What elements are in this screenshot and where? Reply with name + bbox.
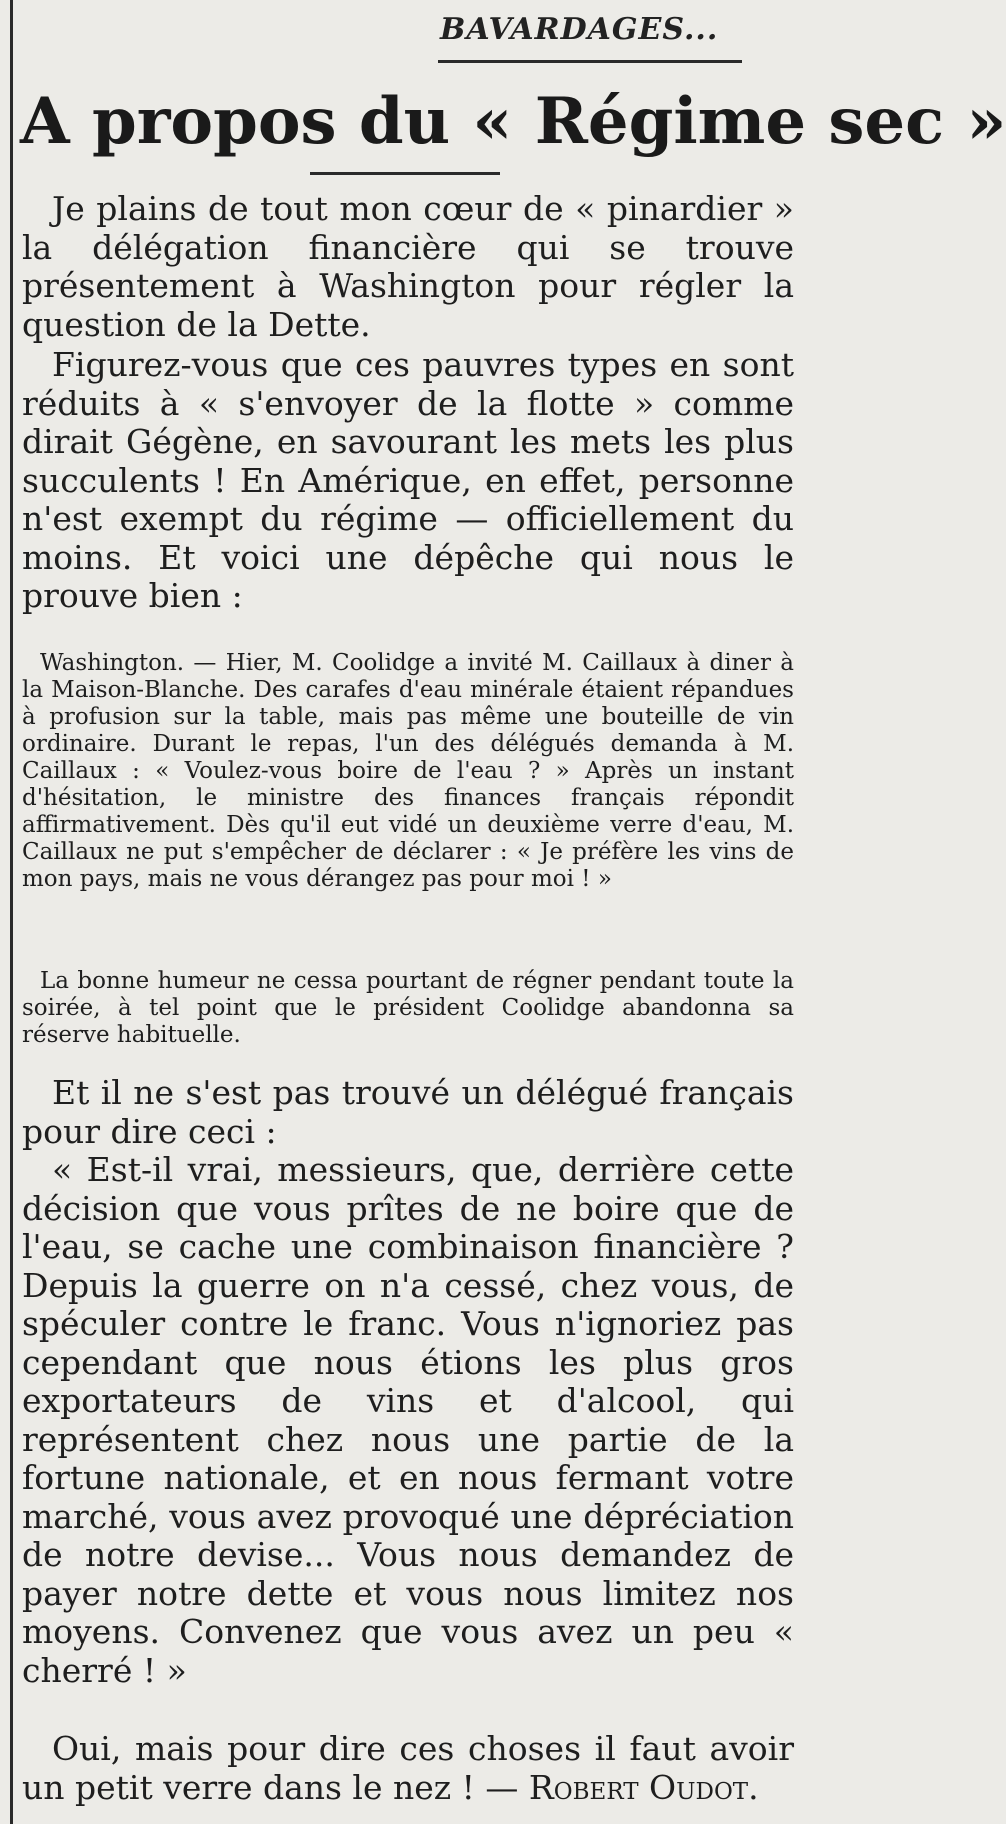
paragraph-transition-text: Et il ne s'est pas trouvé un délégué français pour dire ceci : xyxy=(22,1073,794,1151)
headline-underline xyxy=(310,172,500,175)
paragraph-context-text: Figurez-vous que ces pauvres types en sont réduits à « s'envoyer de la flotte » comme dirait Gégène, en savourant les mets les plus succulents ! En Amérique, en effet, personne n'est exempt du régime — officiellement du moins. Et voici une dépêche qui nous le prouve bien : xyxy=(22,345,794,615)
column-rule xyxy=(10,0,13,1824)
rubric: BAVARDAGES... xyxy=(440,12,719,47)
paragraph-transition xyxy=(22,1074,794,1151)
paragraph-context xyxy=(22,346,794,616)
headline: A propos du « Régime sec » xyxy=(20,84,1006,159)
paragraph-quotation-text: « Est-il vrai, messieurs, que, derrière cette décision que vous prîtes de ne boire que de l'eau, se cache une combinaison financière ? Depuis la guerre on n'a cessé, chez vous, de spéculer contre le franc. Vous n'ignoriez pas cependant que nous étions les plus gros exportateurs de vins et d'alcool, qui représentent chez nous une partie de la fortune nationale, et en nous fermant votre marché, vous avez provoqué une dépréciation de notre devise... Vous nous demandez de payer notre dette et vous nous limitez nos moyens. Convenez que vous avez un peu « cherré ! » xyxy=(22,1150,794,1690)
news-dispatch xyxy=(22,650,794,893)
byline: Robert Oudot. xyxy=(528,1767,759,1807)
news-dispatch-followup xyxy=(22,968,794,1049)
paragraph-intro xyxy=(22,190,794,344)
paragraph-intro-text: Je plains de tout mon cœur de « pinardier » la délégation financière qui se trouve présentement à Washington pour régler la question de la Dette. xyxy=(22,189,794,344)
news-dispatch-text: Washington. — Hier, M. Coolidge a invité M. Caillaux à diner à la Maison-Blanche. Des carafes d'eau minérale étaient répandues à profusion sur la table, mais pas même une bouteille de vin ordinaire. Durant le repas, l'un des délégués demanda à M. Caillaux : « Voulez-vous boire de l'eau ? » Après un instant d'hésitation, le ministre des finances français répondit affirmativement. Dès qu'il eut vidé un deuxième verre d'eau, M. Caillaux ne put s'empêcher de déclarer : « Je préfère les vins de mon pays, mais ne vous dérangez pas pour moi ! » xyxy=(22,650,794,892)
paragraph-quotation xyxy=(22,1151,794,1690)
news-dispatch-followup-text: La bonne humeur ne cessa pourtant de régner pendant toute la soirée, à tel point que le président Coolidge abandonna sa réserve habituelle. xyxy=(22,968,794,1048)
paragraph-conclusion-text: Oui, mais pour dire ces choses il faut avoir un petit verre dans le nez ! — xyxy=(22,1729,794,1807)
rubric-underline xyxy=(438,60,742,63)
paragraph-conclusion xyxy=(22,1730,794,1807)
